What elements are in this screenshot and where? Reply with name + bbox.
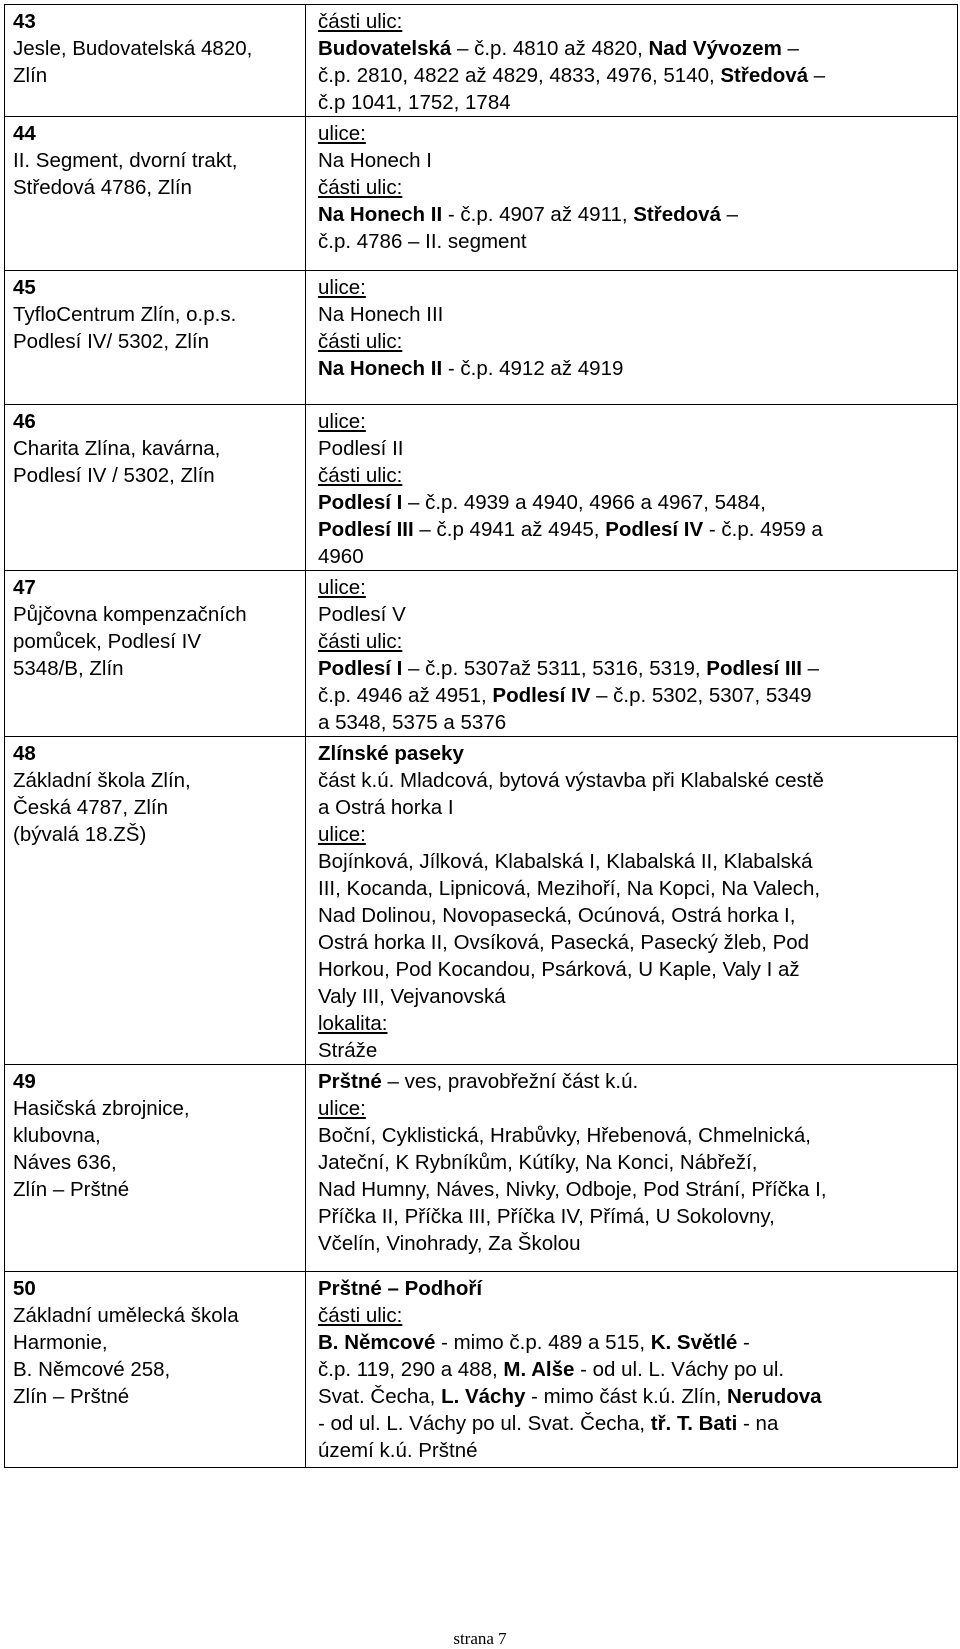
table-row	[5, 5, 958, 117]
district-text: – ves, pravobřežní část k.ú.	[381, 1070, 639, 1093]
district-line	[318, 875, 953, 902]
street-name: Středová	[633, 203, 721, 226]
district-text: - č.p. 4912 až 4919	[442, 357, 624, 380]
street-name: Budovatelská	[318, 37, 452, 60]
district-text: Na Honech I	[318, 149, 432, 172]
district-text: Bojínková, Jílková, Klabalská I, Klabalská II, Klabalská	[318, 850, 813, 873]
district-line	[318, 120, 953, 147]
district-text: -	[737, 1331, 750, 1354]
street-name: Nad Vývozem	[648, 37, 782, 60]
district-line	[318, 489, 953, 516]
district-line	[318, 8, 953, 35]
district-line	[318, 1275, 953, 1302]
street-name: tř. T. Bati	[650, 1412, 738, 1435]
district-text: – č.p. 4810 až 4820,	[451, 37, 649, 60]
district-text: 4960	[318, 545, 364, 568]
section-label: ulice:	[318, 1097, 366, 1120]
street-name: Na Honech II	[318, 203, 443, 226]
locations-table-body	[5, 5, 958, 1468]
facility-name-line: II. Segment, dvorní trakt,	[13, 149, 238, 172]
district-line	[318, 516, 953, 543]
district-line	[318, 543, 953, 570]
district-line	[318, 89, 953, 116]
facility-cell	[5, 117, 306, 271]
district-text: - na	[737, 1412, 779, 1435]
section-label: ulice:	[318, 410, 366, 433]
district-text: - od ul. L. Váchy po ul. Svat. Čecha,	[318, 1412, 651, 1435]
page-footer: strana 7	[453, 1629, 507, 1648]
street-name: B. Němcové	[318, 1331, 436, 1354]
facility-number: 43	[13, 10, 36, 33]
district-line	[318, 709, 953, 736]
street-name: Prštné	[318, 1070, 382, 1093]
facility-cell	[5, 271, 306, 405]
district-cell	[306, 5, 958, 117]
district-line	[318, 408, 953, 435]
facility-number: 44	[13, 122, 36, 145]
district-line	[318, 682, 953, 709]
district-line	[318, 1037, 953, 1064]
section-label: ulice:	[318, 576, 366, 599]
locations-table	[4, 4, 958, 1468]
district-line	[318, 1437, 953, 1464]
district-line	[318, 848, 953, 875]
facility-number: 48	[13, 742, 36, 765]
facility-name-line: Zlín – Prštné	[13, 1385, 130, 1408]
facility-name-line: Česká 4787, Zlín	[13, 796, 168, 819]
facility-name-line: B. Němcové 258,	[13, 1358, 171, 1381]
district-line	[318, 274, 953, 301]
section-label: části ulic:	[318, 1304, 403, 1327]
district-line	[318, 1068, 953, 1095]
district-text: –	[720, 203, 739, 226]
district-text: – č.p. 4939 a 4940, 4966 a 4967, 5484,	[402, 491, 766, 514]
district-line	[318, 62, 953, 89]
street-name: Podlesí III	[318, 518, 414, 541]
section-label: ulice:	[318, 276, 366, 299]
street-name: Na Honech II	[318, 357, 443, 380]
facility-name-line: Hasičská zbrojnice,	[13, 1097, 190, 1120]
facility-name-line: Zlín – Prštné	[13, 1178, 130, 1201]
street-name: Podlesí I	[318, 657, 403, 680]
section-label: části ulic:	[318, 464, 403, 487]
district-line	[318, 328, 953, 355]
district-line	[318, 435, 953, 462]
district-text: –	[801, 657, 820, 680]
district-text: Podlesí V	[318, 603, 406, 626]
district-line	[318, 902, 953, 929]
facility-name-line: klubovna,	[13, 1124, 101, 1147]
district-line	[318, 628, 953, 655]
district-line	[318, 821, 953, 848]
street-name: Nerudova	[727, 1385, 822, 1408]
district-line	[318, 1383, 953, 1410]
facility-name-line: Základní umělecká škola	[13, 1304, 239, 1327]
facility-name-line: Zlín	[13, 64, 48, 87]
district-line	[318, 601, 953, 628]
section-label: ulice:	[318, 122, 366, 145]
facility-number: 45	[13, 276, 36, 299]
section-label: ulice:	[318, 823, 366, 846]
district-text: č.p. 4786 – II. segment	[318, 230, 527, 253]
facility-name-line: Půjčovna kompenzačních	[13, 603, 247, 626]
district-line	[318, 1095, 953, 1122]
table-row	[5, 1065, 958, 1272]
district-line	[318, 301, 953, 328]
street-name: Podlesí III	[706, 657, 802, 680]
facility-name-line: Základní škola Zlín,	[13, 769, 191, 792]
district-text: Nad Dolinou, Novopasecká, Ocúnová, Ostrá horka I,	[318, 904, 796, 927]
district-cell	[306, 405, 958, 571]
district-line	[318, 1010, 953, 1037]
street-name: Zlínské paseky	[318, 742, 464, 765]
facility-cell	[5, 1272, 306, 1468]
district-text: část k.ú. Mladcová, bytová výstavba při Klabalské cestě	[318, 769, 824, 792]
district-text: – č.p. 5302, 5307, 5349	[590, 684, 812, 707]
district-line	[318, 1149, 953, 1176]
district-line	[318, 1410, 953, 1437]
facility-cell	[5, 5, 306, 117]
facility-cell	[5, 1065, 306, 1272]
street-name: Podlesí IV	[605, 518, 704, 541]
district-text: – č.p. 5307až 5311, 5316, 5319,	[402, 657, 707, 680]
facility-name-line: pomůcek, Podlesí IV	[13, 630, 202, 653]
district-line	[318, 1356, 953, 1383]
district-text: Včelín, Vinohrady, Za Školou	[318, 1232, 581, 1255]
street-name: Středová	[720, 64, 809, 87]
district-text: - od ul. L. Váchy po ul.	[574, 1358, 785, 1381]
section-label: části ulic:	[318, 330, 403, 353]
district-line	[318, 1203, 953, 1230]
facility-name-line: Podlesí IV / 5302, Zlín	[13, 464, 215, 487]
district-text: Podlesí II	[318, 437, 404, 460]
facility-name-line: Charita Zlína, kavárna,	[13, 437, 221, 460]
district-text: Valy III, Vejvanovská	[318, 985, 506, 1008]
facility-name-line: Jesle, Budovatelská 4820,	[13, 37, 253, 60]
district-line	[318, 740, 953, 767]
district-cell	[306, 1065, 958, 1272]
district-line	[318, 983, 953, 1010]
street-name: K. Světlé	[650, 1331, 738, 1354]
section-label: části ulic:	[318, 176, 403, 199]
district-text: Svat. Čecha,	[318, 1385, 442, 1408]
district-line	[318, 956, 953, 983]
facility-name-line: Podlesí IV/ 5302, Zlín	[13, 330, 210, 353]
district-text: - mimo část k.ú. Zlín,	[525, 1385, 727, 1408]
district-text: a Ostrá horka I	[318, 796, 454, 819]
district-line	[318, 201, 953, 228]
facility-name-line: Harmonie,	[13, 1331, 108, 1354]
facility-name-line: (bývalá 18.ZŠ)	[13, 823, 147, 846]
district-text: - mimo č.p. 489 a 515,	[435, 1331, 651, 1354]
district-cell	[306, 117, 958, 271]
district-text: č.p. 2810, 4822 až 4829, 4833, 4976, 5140,	[318, 64, 721, 87]
district-text: č.p 1041, 1752, 1784	[318, 91, 511, 114]
district-text: č.p. 4946 až 4951,	[318, 684, 493, 707]
street-name: L. Váchy	[441, 1385, 526, 1408]
district-text: - č.p. 4907 až 4911,	[442, 203, 634, 226]
street-name: Podlesí I	[318, 491, 403, 514]
facility-name-line: Náves 636,	[13, 1151, 117, 1174]
street-name: Podlesí IV	[492, 684, 591, 707]
table-row	[5, 737, 958, 1065]
section-label: části ulic:	[318, 630, 403, 653]
district-line	[318, 174, 953, 201]
section-label: lokalita:	[318, 1012, 388, 1035]
district-text: III, Kocanda, Lipnicová, Mezihoří, Na Kopci, Na Valech,	[318, 877, 821, 900]
facility-cell	[5, 571, 306, 737]
district-line	[318, 767, 953, 794]
table-row	[5, 571, 958, 737]
district-text: Boční, Cyklistická, Hrabůvky, Hřebenová, Chmelnická,	[318, 1124, 811, 1147]
district-line	[318, 462, 953, 489]
street-name: M. Alše	[503, 1358, 575, 1381]
district-text: Horkou, Pod Kocandou, Psárková, U Kaple, Valy I až	[318, 958, 800, 981]
district-text: a 5348, 5375 a 5376	[318, 711, 507, 734]
district-text: –	[781, 37, 799, 60]
district-line	[318, 574, 953, 601]
facility-cell	[5, 405, 306, 571]
district-line	[318, 1176, 953, 1203]
district-line	[318, 355, 953, 382]
district-cell	[306, 571, 958, 737]
district-line	[318, 794, 953, 821]
district-text: – č.p 4941 až 4945,	[413, 518, 606, 541]
facility-cell	[5, 737, 306, 1065]
district-line	[318, 1122, 953, 1149]
district-cell	[306, 1272, 958, 1468]
district-text: Stráže	[318, 1039, 378, 1062]
facility-number: 50	[13, 1277, 36, 1300]
district-cell	[306, 271, 958, 405]
street-name: Prštné – Podhoří	[318, 1277, 483, 1300]
facility-number: 47	[13, 576, 36, 599]
district-line	[318, 1302, 953, 1329]
section-label: části ulic:	[318, 10, 403, 33]
table-row	[5, 405, 958, 571]
district-line	[318, 35, 953, 62]
table-row	[5, 1272, 958, 1468]
facility-name-line: 5348/B, Zlín	[13, 657, 124, 680]
district-text: území k.ú. Prštné	[318, 1439, 478, 1462]
district-line	[318, 1230, 953, 1257]
facility-number: 46	[13, 410, 36, 433]
table-row	[5, 271, 958, 405]
district-text: Nad Humny, Náves, Nivky, Odboje, Pod Strání, Příčka I,	[318, 1178, 827, 1201]
district-line	[318, 147, 953, 174]
district-text: - č.p. 4959 a	[703, 518, 823, 541]
district-text: č.p. 119, 290 a 488,	[318, 1358, 504, 1381]
facility-name-line: Středová 4786, Zlín	[13, 176, 192, 199]
facility-number: 49	[13, 1070, 36, 1093]
district-line	[318, 1329, 953, 1356]
district-text: –	[808, 64, 826, 87]
district-text: Příčka II, Příčka III, Příčka IV, Přímá, U Sokolovny,	[318, 1205, 775, 1228]
district-text: Ostrá horka II, Ovsíková, Pasecká, Pasecký žleb, Pod	[318, 931, 810, 954]
district-text: Jateční, K Rybníkům, Kútíky, Na Konci, Nábřeží,	[318, 1151, 758, 1174]
district-line	[318, 929, 953, 956]
district-cell	[306, 737, 958, 1065]
table-row	[5, 117, 958, 271]
district-line	[318, 228, 953, 255]
facility-name-line: TyfloCentrum Zlín, o.p.s.	[13, 303, 237, 326]
district-text: Na Honech III	[318, 303, 444, 326]
district-line	[318, 655, 953, 682]
